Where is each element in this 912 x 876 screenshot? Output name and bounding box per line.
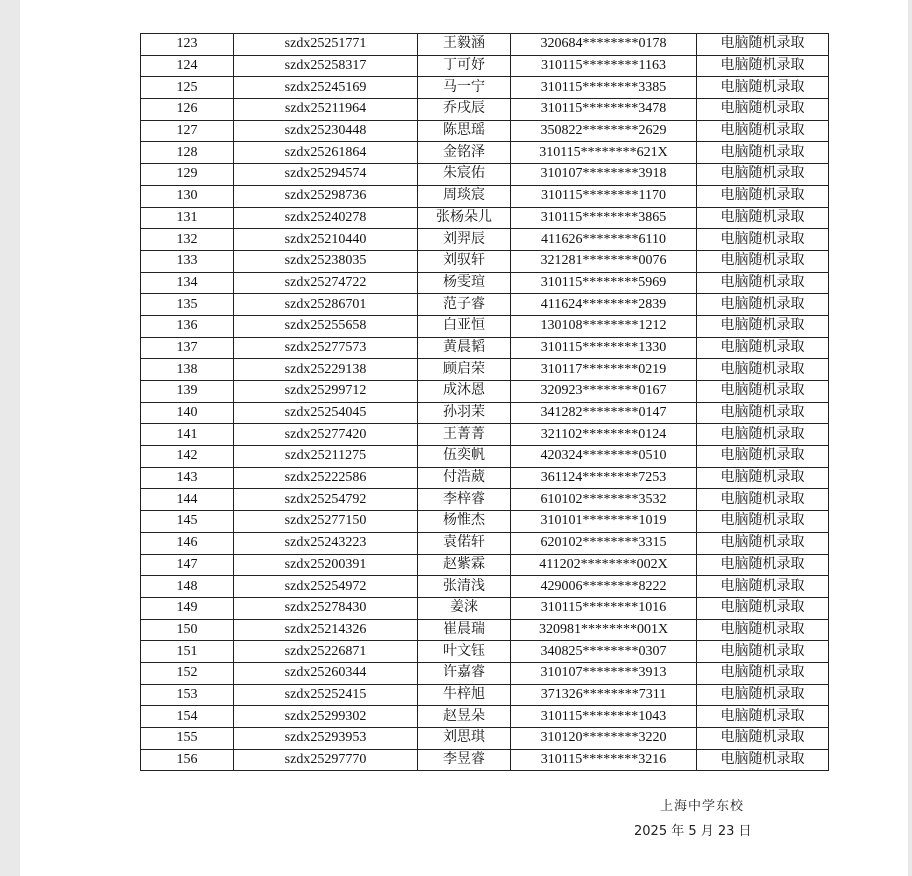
table-row — [141, 272, 829, 294]
row-number-cell: 137 — [141, 337, 234, 359]
applicant-id-cell: szdx25261864 — [234, 142, 418, 164]
row-number-cell: 124 — [141, 55, 234, 77]
student-name-cell: 伍奕帆 — [418, 446, 511, 468]
table-row — [141, 120, 829, 142]
admission-method-cell: 电脑随机录取 — [697, 489, 829, 511]
row-number-cell: 140 — [141, 402, 234, 424]
applicant-id-cell: szdx25254972 — [234, 576, 418, 598]
id-card-cell: 310101********1019 — [511, 511, 697, 533]
applicant-id-cell: szdx25278430 — [234, 597, 418, 619]
student-name-cell: 李梓睿 — [418, 489, 511, 511]
id-card-cell: 320684********0178 — [511, 34, 697, 56]
admission-method-cell: 电脑随机录取 — [697, 641, 829, 663]
applicant-id-cell: szdx25286701 — [234, 294, 418, 316]
row-number-cell: 143 — [141, 467, 234, 489]
row-number-cell: 141 — [141, 424, 234, 446]
table-row — [141, 597, 829, 619]
admission-method-cell: 电脑随机录取 — [697, 402, 829, 424]
id-card-cell: 411626********6110 — [511, 229, 697, 251]
table-row — [141, 554, 829, 576]
id-card-cell: 310115********621X — [511, 142, 697, 164]
admission-method-cell: 电脑随机录取 — [697, 185, 829, 207]
student-name-cell: 付浩葳 — [418, 467, 511, 489]
admission-method-cell: 电脑随机录取 — [697, 120, 829, 142]
admission-method-cell: 电脑随机录取 — [697, 55, 829, 77]
row-number-cell: 148 — [141, 576, 234, 598]
admission-method-cell: 电脑随机录取 — [697, 706, 829, 728]
applicant-id-cell: szdx25230448 — [234, 120, 418, 142]
row-number-cell: 138 — [141, 359, 234, 381]
row-number-cell: 127 — [141, 120, 234, 142]
student-name-cell: 刘思琪 — [418, 728, 511, 750]
id-card-cell: 320981********001X — [511, 619, 697, 641]
applicant-id-cell: szdx25274722 — [234, 272, 418, 294]
admission-method-cell: 电脑随机录取 — [697, 207, 829, 229]
applicant-id-cell: szdx25298736 — [234, 185, 418, 207]
student-name-cell: 刘羿辰 — [418, 229, 511, 251]
applicant-id-cell: szdx25245169 — [234, 77, 418, 99]
table-row — [141, 34, 829, 56]
id-card-cell: 310117********0219 — [511, 359, 697, 381]
row-number-cell: 134 — [141, 272, 234, 294]
table-row — [141, 684, 829, 706]
applicant-id-cell: szdx25229138 — [234, 359, 418, 381]
student-name-cell: 朱宸佑 — [418, 164, 511, 186]
table-row — [141, 424, 829, 446]
table-row — [141, 294, 829, 316]
row-number-cell: 156 — [141, 749, 234, 771]
admission-method-cell: 电脑随机录取 — [697, 662, 829, 684]
table-row — [141, 749, 829, 771]
row-number-cell: 125 — [141, 77, 234, 99]
table-row — [141, 511, 829, 533]
student-name-cell: 金铭泽 — [418, 142, 511, 164]
row-number-cell: 147 — [141, 554, 234, 576]
row-number-cell: 132 — [141, 229, 234, 251]
row-number-cell: 151 — [141, 641, 234, 663]
table-row — [141, 207, 829, 229]
document-page — [20, 0, 908, 876]
applicant-id-cell: szdx25254792 — [234, 489, 418, 511]
applicant-id-cell: szdx25210440 — [234, 229, 418, 251]
applicant-id-cell: szdx25200391 — [234, 554, 418, 576]
id-card-cell: 310115********1330 — [511, 337, 697, 359]
admission-method-cell: 电脑随机录取 — [697, 728, 829, 750]
table-row — [141, 619, 829, 641]
id-card-cell: 310115********3385 — [511, 77, 697, 99]
student-name-cell: 张杨朵儿 — [418, 207, 511, 229]
admission-method-cell: 电脑随机录取 — [697, 250, 829, 272]
admission-method-cell: 电脑随机录取 — [697, 272, 829, 294]
student-name-cell: 王菁菁 — [418, 424, 511, 446]
admission-table-body — [141, 34, 829, 771]
id-card-cell: 310115********3865 — [511, 207, 697, 229]
id-card-cell: 350822********2629 — [511, 120, 697, 142]
id-card-cell: 340825********0307 — [511, 641, 697, 663]
applicant-id-cell: szdx25254045 — [234, 402, 418, 424]
applicant-id-cell: szdx25222586 — [234, 467, 418, 489]
row-number-cell: 149 — [141, 597, 234, 619]
table-row — [141, 402, 829, 424]
admission-method-cell: 电脑随机录取 — [697, 99, 829, 121]
admission-method-cell: 电脑随机录取 — [697, 34, 829, 56]
id-card-cell: 429006********8222 — [511, 576, 697, 598]
applicant-id-cell: szdx25277573 — [234, 337, 418, 359]
table-row — [141, 662, 829, 684]
row-number-cell: 126 — [141, 99, 234, 121]
id-card-cell: 321102********0124 — [511, 424, 697, 446]
applicant-id-cell: szdx25211964 — [234, 99, 418, 121]
admission-method-cell: 电脑随机录取 — [697, 619, 829, 641]
row-number-cell: 133 — [141, 250, 234, 272]
student-name-cell: 陈思瑶 — [418, 120, 511, 142]
applicant-id-cell: szdx25293953 — [234, 728, 418, 750]
row-number-cell: 142 — [141, 446, 234, 468]
admission-method-cell: 电脑随机录取 — [697, 554, 829, 576]
table-row — [141, 164, 829, 186]
student-name-cell: 马一宁 — [418, 77, 511, 99]
row-number-cell: 131 — [141, 207, 234, 229]
applicant-id-cell: szdx25294574 — [234, 164, 418, 186]
admission-method-cell: 电脑随机录取 — [697, 359, 829, 381]
student-name-cell: 牛梓旭 — [418, 684, 511, 706]
admission-method-cell: 电脑随机录取 — [697, 446, 829, 468]
id-card-cell: 310107********3913 — [511, 662, 697, 684]
applicant-id-cell: szdx25255658 — [234, 315, 418, 337]
applicant-id-cell: szdx25277150 — [234, 511, 418, 533]
row-number-cell: 144 — [141, 489, 234, 511]
applicant-id-cell: szdx25238035 — [234, 250, 418, 272]
student-name-cell: 姜涞 — [418, 597, 511, 619]
table-row — [141, 489, 829, 511]
applicant-id-cell: szdx25251771 — [234, 34, 418, 56]
student-name-cell: 王毅涵 — [418, 34, 511, 56]
row-number-cell: 152 — [141, 662, 234, 684]
table-row — [141, 142, 829, 164]
id-card-cell: 310120********3220 — [511, 728, 697, 750]
row-number-cell: 150 — [141, 619, 234, 641]
id-card-cell: 341282********0147 — [511, 402, 697, 424]
applicant-id-cell: szdx25226871 — [234, 641, 418, 663]
id-card-cell: 371326********7311 — [511, 684, 697, 706]
admission-method-cell: 电脑随机录取 — [697, 315, 829, 337]
id-card-cell: 310115********1043 — [511, 706, 697, 728]
applicant-id-cell: szdx25252415 — [234, 684, 418, 706]
id-card-cell: 130108********1212 — [511, 315, 697, 337]
admission-method-cell: 电脑随机录取 — [697, 337, 829, 359]
applicant-id-cell: szdx25243223 — [234, 532, 418, 554]
student-name-cell: 许嘉睿 — [418, 662, 511, 684]
student-name-cell: 乔戌辰 — [418, 99, 511, 121]
admission-method-cell: 电脑随机录取 — [697, 424, 829, 446]
row-number-cell: 123 — [141, 34, 234, 56]
row-number-cell: 135 — [141, 294, 234, 316]
admission-table — [140, 33, 829, 771]
student-name-cell: 白亚恒 — [418, 315, 511, 337]
table-row — [141, 359, 829, 381]
table-row — [141, 250, 829, 272]
student-name-cell: 张清浅 — [418, 576, 511, 598]
table-row — [141, 728, 829, 750]
student-name-cell: 杨惟杰 — [418, 511, 511, 533]
row-number-cell: 130 — [141, 185, 234, 207]
student-name-cell: 叶文钰 — [418, 641, 511, 663]
admission-method-cell: 电脑随机录取 — [697, 229, 829, 251]
id-card-cell: 411202********002X — [511, 554, 697, 576]
admission-method-cell: 电脑随机录取 — [697, 294, 829, 316]
applicant-id-cell: szdx25211275 — [234, 446, 418, 468]
id-card-cell: 310115********3216 — [511, 749, 697, 771]
table-row — [141, 229, 829, 251]
admission-method-cell: 电脑随机录取 — [697, 576, 829, 598]
admission-method-cell: 电脑随机录取 — [697, 532, 829, 554]
table-row — [141, 381, 829, 403]
id-card-cell: 411624********2839 — [511, 294, 697, 316]
row-number-cell: 136 — [141, 315, 234, 337]
admission-method-cell: 电脑随机录取 — [697, 381, 829, 403]
table-row — [141, 315, 829, 337]
row-number-cell: 139 — [141, 381, 234, 403]
id-card-cell: 310115********3478 — [511, 99, 697, 121]
student-name-cell: 刘驭轩 — [418, 250, 511, 272]
table-row — [141, 532, 829, 554]
table-row — [141, 467, 829, 489]
student-name-cell: 黄晨韬 — [418, 337, 511, 359]
student-name-cell: 孙羽茉 — [418, 402, 511, 424]
id-card-cell: 610102********3532 — [511, 489, 697, 511]
id-card-cell: 310107********3918 — [511, 164, 697, 186]
student-name-cell: 崔晨瑞 — [418, 619, 511, 641]
id-card-cell: 310115********1170 — [511, 185, 697, 207]
document-date: 2025 年 5 月 23 日 — [634, 824, 752, 839]
row-number-cell: 145 — [141, 511, 234, 533]
admission-method-cell: 电脑随机录取 — [697, 164, 829, 186]
table-row — [141, 77, 829, 99]
id-card-cell: 310115********1163 — [511, 55, 697, 77]
table-row — [141, 55, 829, 77]
row-number-cell: 146 — [141, 532, 234, 554]
student-name-cell: 范子睿 — [418, 294, 511, 316]
student-name-cell: 赵昱朵 — [418, 706, 511, 728]
applicant-id-cell: szdx25277420 — [234, 424, 418, 446]
applicant-id-cell: szdx25297770 — [234, 749, 418, 771]
id-card-cell: 310115********5969 — [511, 272, 697, 294]
id-card-cell: 310115********1016 — [511, 597, 697, 619]
admission-method-cell: 电脑随机录取 — [697, 597, 829, 619]
id-card-cell: 420324********0510 — [511, 446, 697, 468]
admission-method-cell: 电脑随机录取 — [697, 749, 829, 771]
student-name-cell: 李昱睿 — [418, 749, 511, 771]
student-name-cell: 成沐恩 — [418, 381, 511, 403]
row-number-cell: 155 — [141, 728, 234, 750]
table-row — [141, 337, 829, 359]
id-card-cell: 361124********7253 — [511, 467, 697, 489]
id-card-cell: 321281********0076 — [511, 250, 697, 272]
applicant-id-cell: szdx25260344 — [234, 662, 418, 684]
table-row — [141, 706, 829, 728]
admission-method-cell: 电脑随机录取 — [697, 684, 829, 706]
table-row — [141, 576, 829, 598]
row-number-cell: 129 — [141, 164, 234, 186]
row-number-cell: 153 — [141, 684, 234, 706]
school-name: 上海中学东校 — [660, 799, 745, 814]
student-name-cell: 杨雯瑄 — [418, 272, 511, 294]
table-row — [141, 185, 829, 207]
row-number-cell: 128 — [141, 142, 234, 164]
admission-method-cell: 电脑随机录取 — [697, 467, 829, 489]
applicant-id-cell: szdx25214326 — [234, 619, 418, 641]
admission-method-cell: 电脑随机录取 — [697, 77, 829, 99]
student-name-cell: 顾启荣 — [418, 359, 511, 381]
row-number-cell: 154 — [141, 706, 234, 728]
student-name-cell: 丁可妤 — [418, 55, 511, 77]
applicant-id-cell: szdx25299712 — [234, 381, 418, 403]
admission-method-cell: 电脑随机录取 — [697, 142, 829, 164]
student-name-cell: 袁偌轩 — [418, 532, 511, 554]
applicant-id-cell: szdx25240278 — [234, 207, 418, 229]
student-name-cell: 赵紫霖 — [418, 554, 511, 576]
admission-method-cell: 电脑随机录取 — [697, 511, 829, 533]
applicant-id-cell: szdx25258317 — [234, 55, 418, 77]
id-card-cell: 620102********3315 — [511, 532, 697, 554]
table-row — [141, 99, 829, 121]
table-row — [141, 641, 829, 663]
id-card-cell: 320923********0167 — [511, 381, 697, 403]
applicant-id-cell: szdx25299302 — [234, 706, 418, 728]
student-name-cell: 周琰宸 — [418, 185, 511, 207]
table-row — [141, 446, 829, 468]
